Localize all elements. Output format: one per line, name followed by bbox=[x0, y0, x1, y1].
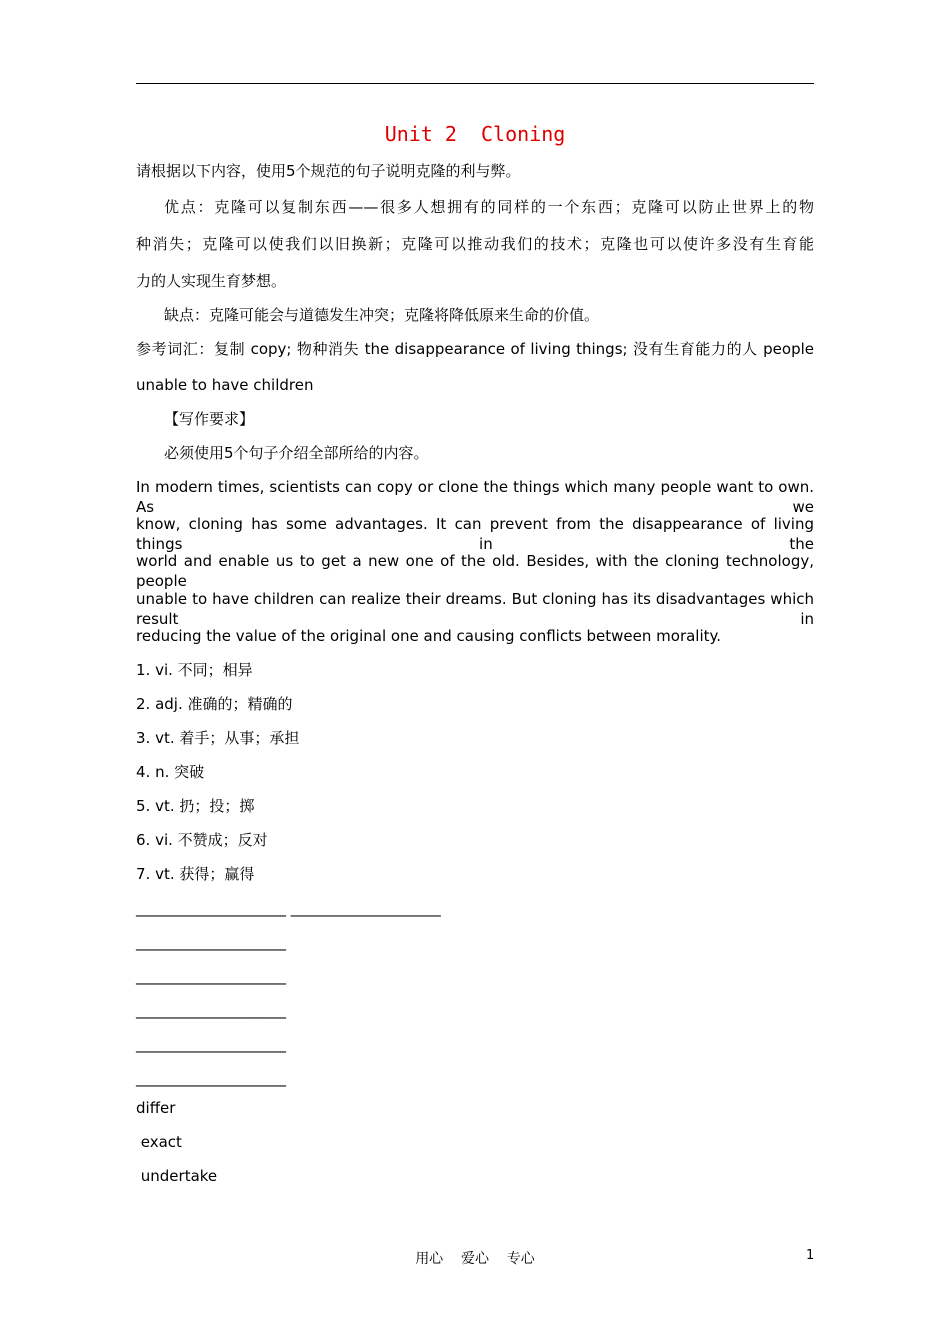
page-number: 1 bbox=[806, 1248, 815, 1263]
pros-line: 力的人实现生育梦想。 bbox=[136, 272, 287, 290]
pros-line: 种消失；克隆可以使我们以旧换新；克隆可以推动我们的技术；克隆也可以使许多没有生育能 bbox=[136, 235, 814, 253]
pros-line: 优点：克隆可以复制东西——很多人想拥有的同样的一个东西；克隆可以防止世界上的物 bbox=[164, 198, 814, 216]
answer-word: differ bbox=[136, 1099, 176, 1117]
essay-line: In modern times, scientists can copy or clone the things which many people want to own. As we bbox=[136, 478, 814, 516]
word-item: 2. adj. 准确的；精确的 bbox=[136, 695, 293, 713]
essay-line: reducing the value of the original one and causing conflicts between morality. bbox=[136, 627, 722, 645]
essay-line: know, cloning has some advantages. It can prevent from the disappearance of living things in the bbox=[136, 515, 814, 553]
word-item: 6. vi. 不赞成；反对 bbox=[136, 831, 268, 849]
blank-line: ____________________ bbox=[136, 1069, 286, 1087]
vocab-line: unable to have children bbox=[136, 376, 314, 394]
word-item: 1. vi. 不同；相异 bbox=[136, 661, 253, 679]
blank-line: ____________________ bbox=[136, 967, 286, 985]
word-item: 5. vt. 扔；投；掷 bbox=[136, 797, 255, 815]
requirement-text: 必须使用5个句子介绍全部所给的内容。 bbox=[164, 444, 429, 462]
blank-line: ____________________ bbox=[136, 1035, 286, 1053]
page-footer: 用心 爱心 专心 bbox=[415, 1251, 535, 1267]
essay-line: world and enable us to get a new one of the old. Besides, with the cloning technology, people bbox=[136, 552, 814, 590]
instruction-text: 请根据以下内容，使用5个规范的句子说明克隆的利与弊。 bbox=[136, 162, 521, 180]
header-rule bbox=[136, 83, 814, 84]
page-title: Unit 2 Cloning bbox=[384, 122, 566, 146]
vocab-line: 参考词汇：复制 copy; 物种消失 the disappearance of living things; 没有生育能力的人 people bbox=[136, 340, 814, 358]
blank-line: ____________________ ____________________ bbox=[136, 899, 441, 917]
blank-line: ____________________ bbox=[136, 1001, 286, 1019]
essay-line: unable to have children can realize their dreams. But cloning has its disadvantages which result in bbox=[136, 590, 814, 628]
blank-line: ____________________ bbox=[136, 933, 286, 951]
word-item: 7. vt. 获得；赢得 bbox=[136, 865, 255, 883]
requirement-heading: 【写作要求】 bbox=[164, 410, 255, 428]
answer-word: undertake bbox=[136, 1167, 218, 1185]
word-item: 3. vt. 着手；从事；承担 bbox=[136, 729, 300, 747]
answer-word: exact bbox=[136, 1133, 182, 1151]
cons-text: 缺点：克隆可能会与道德发生冲突；克隆将降低原来生命的价值。 bbox=[164, 306, 600, 324]
word-item: 4. n. 突破 bbox=[136, 763, 205, 781]
